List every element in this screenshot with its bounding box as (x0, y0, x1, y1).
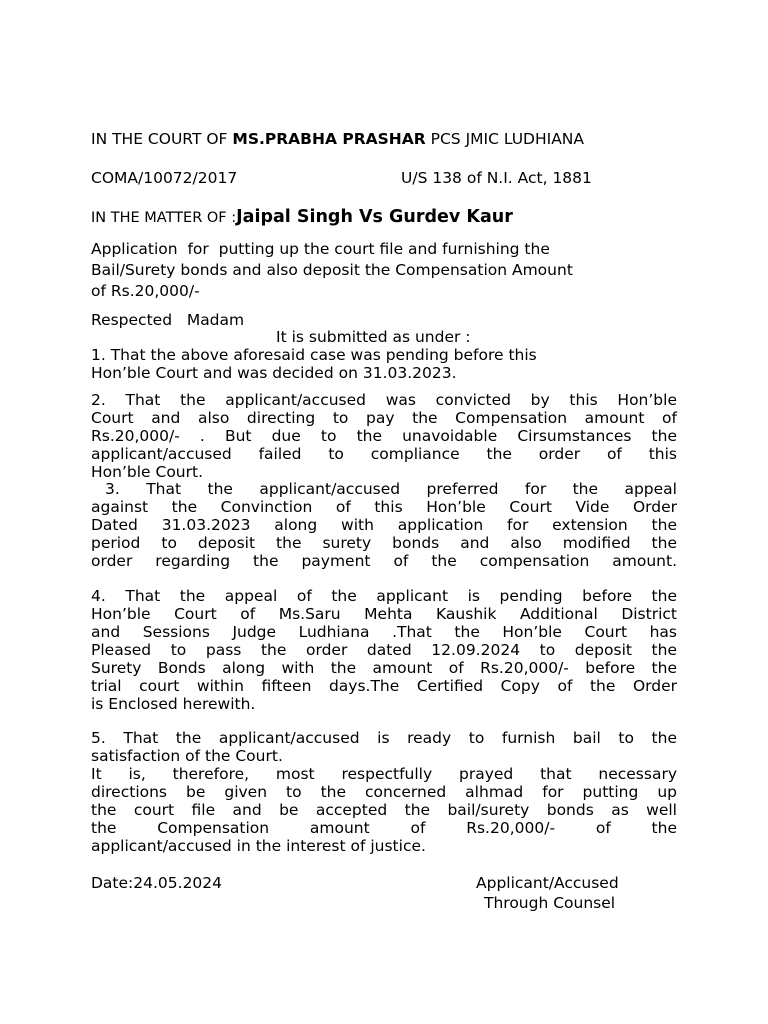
para-line: Rs.20,000/- . But due to the unavoidable Cirsumstances the (91, 427, 677, 445)
judge-name: MS.PRABHA PRASHAR (232, 130, 426, 148)
para-line: Pleased to pass the order dated 12.09.2024 to deposit the (91, 641, 677, 659)
court-header (91, 130, 584, 148)
matter-prefix: IN THE MATTER OF : (91, 210, 237, 226)
prayer-line: the court file and be accepted the bail/surety bonds as well (91, 801, 677, 819)
prayer-paragraph (91, 765, 677, 855)
prayer-line: the Compensation amount of Rs.20,000/- of the (91, 819, 677, 837)
through-counsel: Through Counsel (484, 894, 616, 912)
para-line: is Enclosed herewith. (91, 695, 256, 713)
para-line: against the Convinction of this Hon’ble Court Vide Order (91, 498, 677, 516)
case-number: COMA/10072/2017 (91, 169, 238, 187)
para-line: 3. That the applicant/accused preferred for the appeal (105, 480, 677, 498)
submitted-line: It is submitted as under : (276, 328, 471, 346)
para-line: Hon’ble Court of Ms.Saru Mehta Kaushik Additional District (91, 605, 677, 623)
para-line: Dated 31.03.2023 along with application for extension the (91, 516, 677, 534)
para-line: satisfaction of the Court. (91, 747, 283, 765)
para-line: trial court within fifteen days.The Certified Copy of the Order (91, 677, 677, 695)
para-line: and Sessions Judge Ludhiana .That the Hon’ble Court has (91, 623, 677, 641)
para-line: Hon’ble Court and was decided on 31.03.2023. (91, 364, 457, 382)
application-line: Application for putting up the court file and furnishing the (91, 240, 550, 258)
matter-line (91, 207, 513, 228)
signatory: Applicant/Accused (476, 874, 619, 892)
case-section: U/S 138 of N.I. Act, 1881 (401, 169, 592, 187)
paragraph-2 (91, 391, 677, 481)
para-line: Court and also directing to pay the Compensation amount of (91, 409, 677, 427)
paragraph-4 (91, 587, 677, 713)
paragraph-1 (91, 346, 537, 382)
para-line: 5. That the applicant/accused is ready to furnish bail to the (91, 729, 677, 747)
prayer-line: directions be given to the concerned alhmad for putting up (91, 783, 677, 801)
application-title (91, 239, 573, 302)
salutation: Respected Madam (91, 311, 245, 329)
court-prefix: IN THE COURT OF (91, 130, 233, 148)
para-line: 2. That the applicant/accused was convicted by this Hon’ble (91, 391, 677, 409)
para-line: order regarding the payment of the compensation amount. (91, 552, 677, 570)
para-line: applicant/accused failed to compliance the order of this (91, 445, 677, 463)
paragraph-3 (91, 480, 677, 570)
para-line: Hon’ble Court. (91, 463, 204, 481)
court-suffix: PCS JMIC LUDHIANA (425, 130, 585, 148)
prayer-line: It is, therefore, most respectfully prayed that necessary (91, 765, 677, 783)
prayer-line: applicant/accused in the interest of justice. (91, 837, 426, 855)
para-line: period to deposit the surety bonds and also modified the (91, 534, 677, 552)
para-line: 4. That the appeal of the applicant is pending before the (91, 587, 677, 605)
paragraph-5 (91, 729, 677, 765)
date-line: Date:24.05.2024 (91, 874, 223, 892)
application-line: of Rs.20,000/- (91, 282, 200, 300)
matter-parties: Jaipal Singh Vs Gurdev Kaur (236, 207, 513, 227)
para-line: 1. That the above aforesaid case was pending before this (91, 346, 537, 364)
para-line: Surety Bonds along with the amount of Rs.20,000/- before the (91, 659, 677, 677)
application-line: Bail/Surety bonds and also deposit the Compensation Amount (91, 261, 573, 279)
